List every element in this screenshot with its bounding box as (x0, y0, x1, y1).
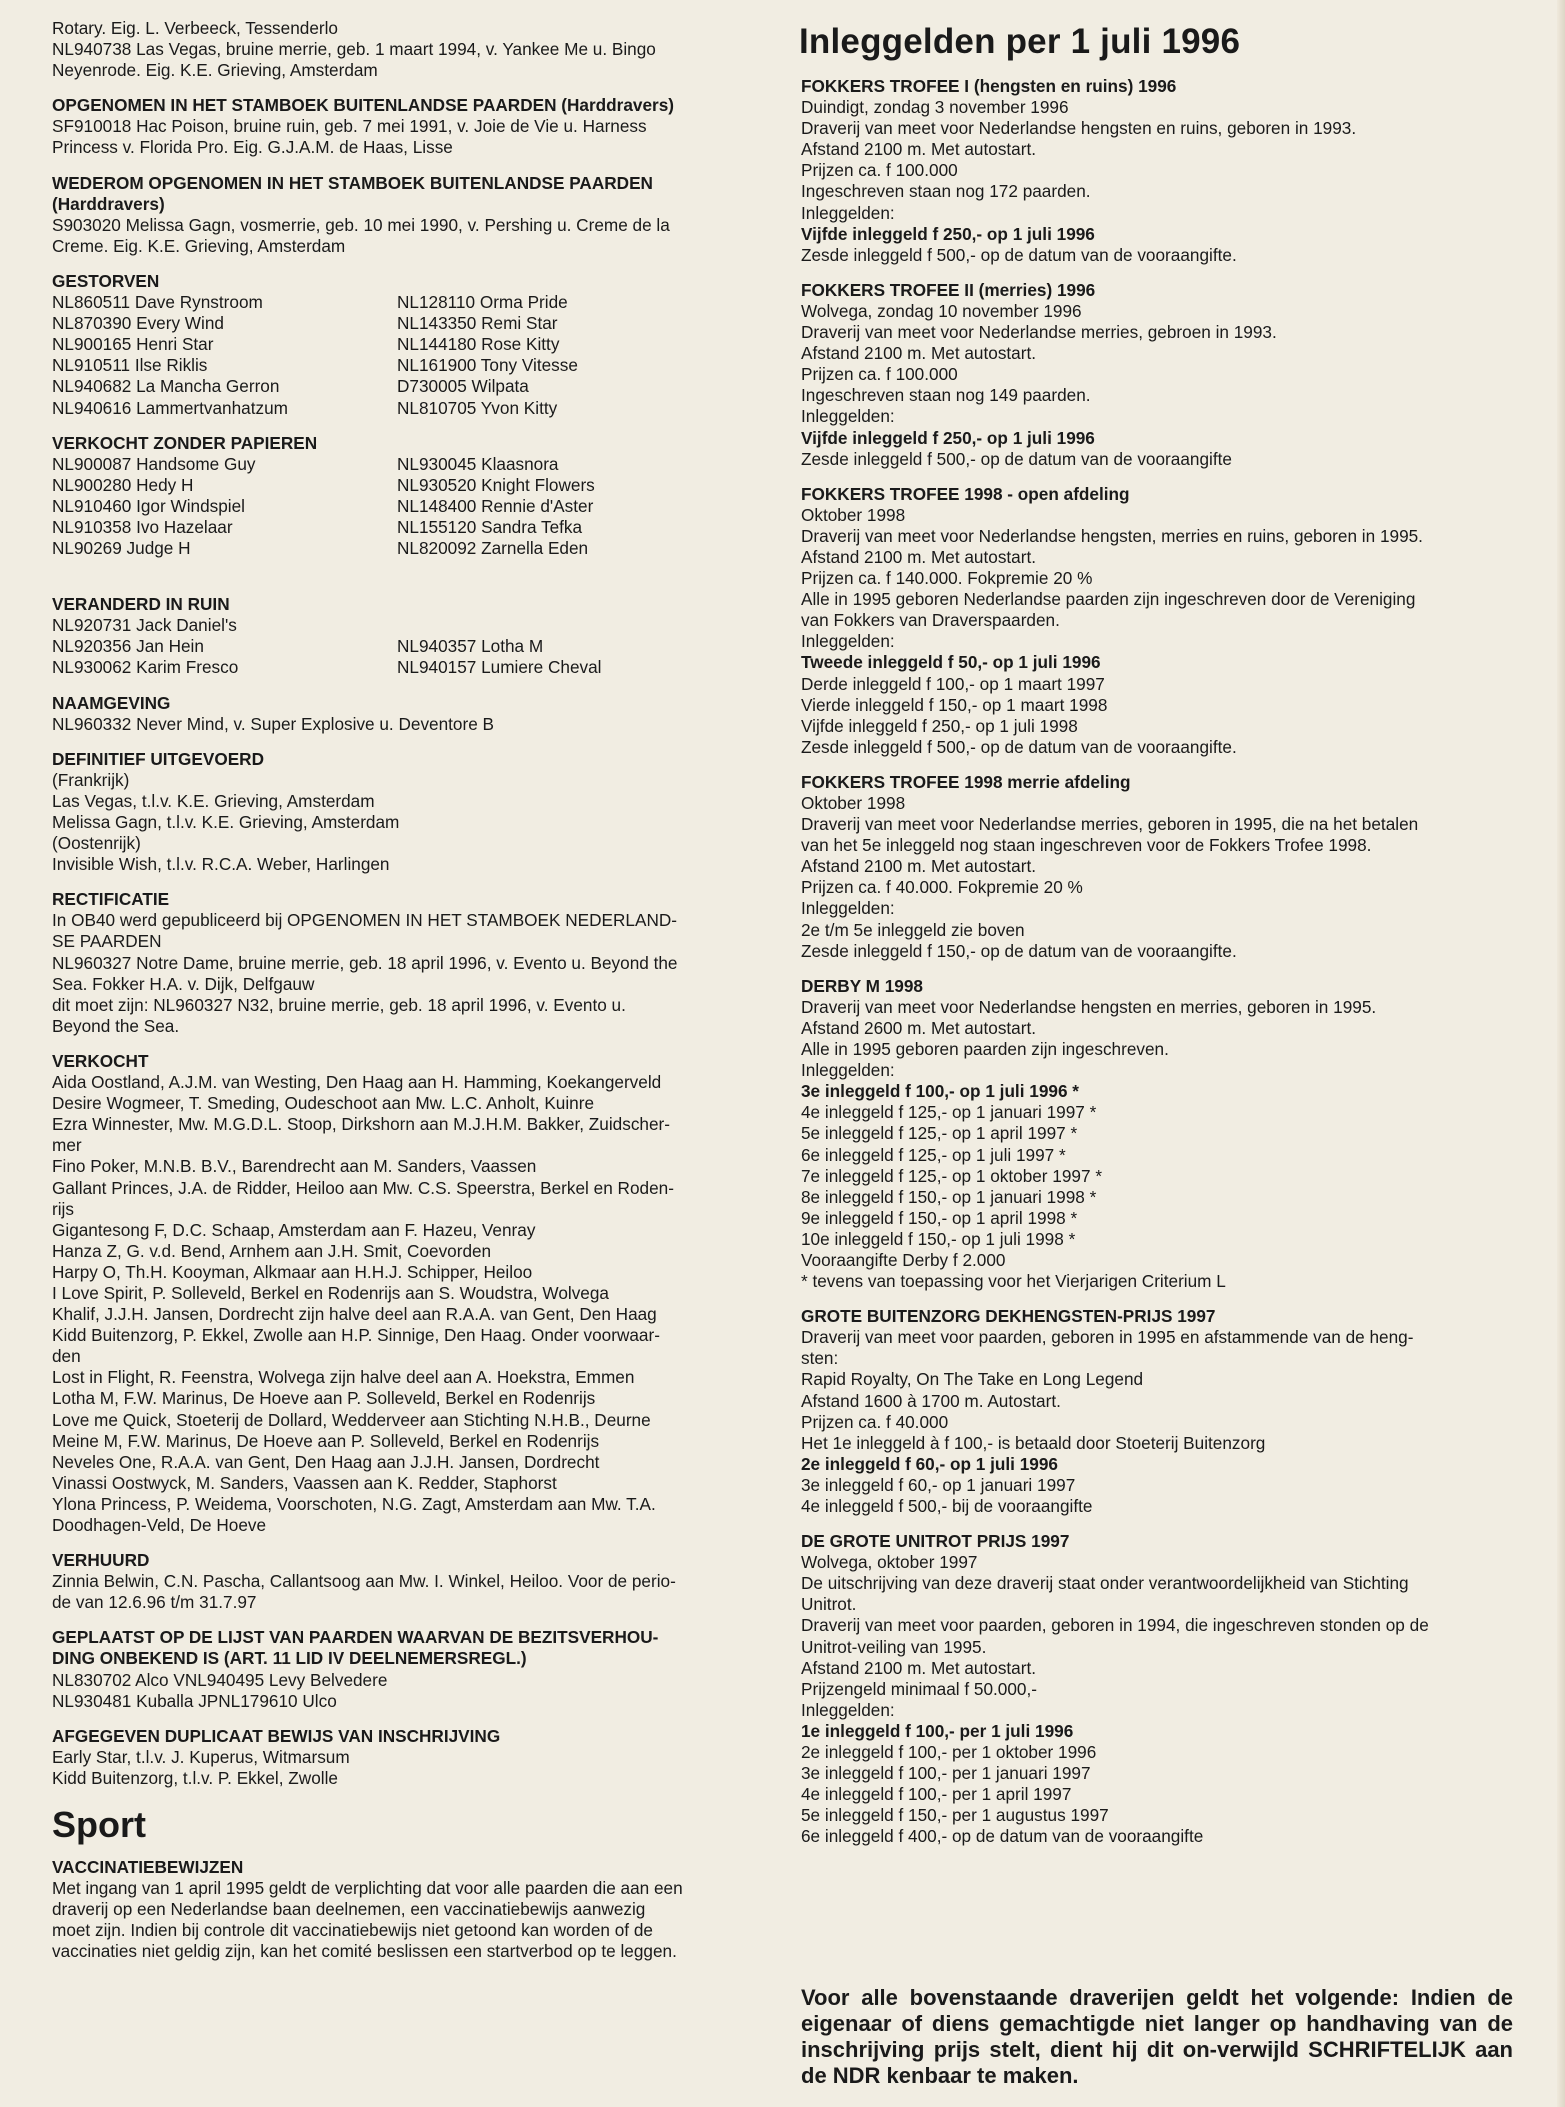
text-line: Doodhagen-Veld, De Hoeve (52, 1515, 267, 1535)
text-line: Lost in Flight, R. Feenstra, Wolvega zijn halve deel aan A. Hoekstra, Emmen (52, 1367, 635, 1388)
definitief-section (52, 749, 764, 876)
text-line: 5e inleggeld f 125,- op 1 april 1997 * (801, 1123, 1078, 1144)
text-line: Afstand 2100 m. Met autostart. (801, 343, 1037, 364)
section-heading: VERHUURD (52, 1550, 150, 1571)
text-line: Derde inleggeld f 100,- op 1 maart 1997 (801, 673, 1105, 694)
list-item: NL860511 Dave Rynstroom (52, 292, 263, 313)
section-heading: FOKKERS TROFEE I (hengsten en ruins) 1996 (801, 76, 1177, 96)
race-section (801, 280, 1513, 470)
text-line: NL940738 Las Vegas, bruine merrie, geb. 1 maart 1994, v. Yankee Me u. Bingo (52, 39, 656, 60)
text-line: Prijzengeld minimaal f 50.000,- (801, 1678, 1037, 1699)
list-item: NL143350 Remi Star (397, 313, 558, 334)
text-line: Unitrot. (801, 1594, 857, 1615)
text-line: 9e inleggeld f 150,- op 1 april 1998 * (801, 1207, 1078, 1228)
list-item: NL900087 Handsome Guy (52, 453, 256, 474)
text-line: Khalif, J.J.H. Jansen, Dordrecht zijn halve deel aan R.A.A. van Gent, Den Haag (52, 1304, 657, 1325)
list-item: NL930520 Knight Flowers (397, 474, 595, 495)
highlighted-fee-line: 3e inleggeld f 100,- op 1 juli 1996 * (801, 1081, 1079, 1102)
gestorven-section (52, 271, 764, 419)
text-line: 6e inleggeld f 125,- op 1 juli 1997 * (801, 1144, 1066, 1165)
text-line: Vijfde inleggeld f 250,- op 1 juli 1998 (801, 715, 1078, 736)
text-line: Rotary. Eig. L. Verbeeck, Tessenderlo (52, 18, 338, 38)
race-section (801, 484, 1513, 758)
text-line: Ingeschreven staan nog 172 paarden. (801, 181, 1091, 202)
list-item: NL940616 Lammertvanhatzum (52, 397, 288, 418)
race-section (801, 1531, 1513, 1847)
text-line: I Love Spirit, P. Solleveld, Berkel en Rodenrijs aan S. Woudstra, Wolvega (52, 1282, 609, 1303)
text-line: Afstand 1600 à 1700 m. Autostart. (801, 1390, 1061, 1411)
text-line: Afstand 2100 m. Met autostart. (801, 546, 1037, 567)
section-heading: (Harddravers) (52, 193, 165, 214)
wederom-section (52, 173, 764, 257)
text-line: moet zijn. Indien bij controle dit vaccinatiebewijs niet getoond kan worden of de (52, 1920, 653, 1941)
section-heading: NAAMGEVING (52, 692, 171, 713)
text-line: Draverij van meet voor paarden, geboren in 1995 en afstammende van de heng- (801, 1327, 1414, 1348)
text-line: Fino Poker, M.N.B. B.V., Barendrecht aan M. Sanders, Vaassen (52, 1156, 537, 1177)
section-heading: RECTIFICATIE (52, 889, 170, 910)
section-heading: VERKOCHT ZONDER PAPIEREN (52, 432, 318, 453)
highlighted-fee-line: 1e inleggeld f 100,- per 1 juli 1996 (801, 1720, 1074, 1741)
text-line: SE PAARDEN (52, 931, 162, 952)
text-line: Harpy O, Th.H. Kooyman, Alkmaar aan H.H.J. Schipper, Heiloo (52, 1261, 533, 1282)
text-line: Kidd Buitenzorg, P. Ekkel, Zwolle aan H.P. Sinnige, Den Haag. Onder voorwaar- (52, 1325, 660, 1346)
ruin-section (52, 594, 764, 678)
text-line: 10e inleggeld f 150,- op 1 juli 1998 * (801, 1228, 1076, 1249)
text-line: Desire Wogmeer, T. Smeding, Oudeschoot aan Mw. L.C. Anholt, Kuinre (52, 1093, 595, 1114)
text-line: * tevens van toepassing voor het Vierjarigen Criterium L (801, 1271, 1226, 1292)
list-item: NL920731 Jack Daniel's (52, 615, 237, 636)
section-heading: DE GROTE UNITROT PRIJS 1997 (801, 1531, 1070, 1552)
list-item: NL155120 Sandra Tefka (397, 516, 583, 537)
text-line: 8e inleggeld f 150,- op 1 januari 1998 * (801, 1186, 1097, 1207)
text-line: 5e inleggeld f 150,- per 1 augustus 1997 (801, 1805, 1109, 1826)
text-line: 2e inleggeld f 100,- per 1 oktober 1996 (801, 1742, 1097, 1763)
text-line: vaccinaties niet geldig zijn, kan het comité beslissen een startverbod op te leggen. (52, 1941, 677, 1962)
text-line: Afstand 2600 m. Met autostart. (801, 1017, 1037, 1038)
list-item: NL910460 Igor Windspiel (52, 495, 245, 516)
text-line: NL960327 Notre Dame, bruine merrie, geb. 18 april 1996, v. Evento u. Beyond the (52, 952, 678, 973)
text-line: Unitrot-veiling van 1995. (801, 1636, 987, 1657)
list-item: NL920356 Jan Hein (52, 636, 204, 657)
vaccinatie-section (52, 1857, 764, 1962)
text-line: Inleggelden: (801, 202, 895, 223)
text-line: Draverij van meet voor Nederlandse hengsten en ruins, geboren in 1993. (801, 118, 1357, 139)
verkocht-list (52, 1072, 764, 1536)
text-line: dit moet zijn: NL960327 N32, bruine merrie, geb. 18 april 1996, v. Evento u. (52, 994, 626, 1015)
rectificatie-section (52, 889, 764, 1037)
text-line: Ingeschreven staan nog 149 paarden. (801, 385, 1091, 406)
text-line: Vierde inleggeld f 150,- op 1 maart 1998 (801, 694, 1108, 715)
text-line: Beyond the Sea. (52, 1015, 180, 1036)
list-item: NL90269 Judge H (52, 538, 191, 559)
list-item: NL870390 Every Wind (52, 313, 224, 334)
race-section (801, 976, 1513, 1292)
section-heading: GEPLAATST OP DE LIJST VAN PAARDEN WAARVAN DE BEZITSVERHOU- (52, 1627, 659, 1648)
list-item: NL940157 Lumiere Cheval (397, 657, 602, 678)
text-line: Alle in 1995 geboren paarden zijn ingeschreven. (801, 1039, 1169, 1060)
text-line: den (52, 1346, 81, 1367)
text-line: Draverij van meet voor Nederlandse merries, geboren in 1995, die na het betalen (801, 814, 1419, 835)
text-line: Oktober 1998 (801, 793, 906, 813)
race-section (801, 772, 1513, 962)
text-line: Afstand 2100 m. Met autostart. (801, 856, 1037, 877)
text-line: Vinassi Oostwyck, M. Sanders, Vaassen aan K. Redder, Staphorst (52, 1472, 557, 1493)
intro-section (52, 18, 764, 81)
text-line: Afstand 2100 m. Met autostart. (801, 1657, 1037, 1678)
geplaatst-section (52, 1627, 764, 1711)
text-line: Neveles One, R.A.A. van Gent, Den Haag aan J.J.H. Jansen, Dordrecht (52, 1451, 600, 1472)
text-line: NL830702 Alco VNL940495 Levy Belvedere (52, 1669, 388, 1690)
text-line: Prijzen ca. f 100.000 (801, 160, 958, 181)
text-line: Inleggelden: (801, 631, 895, 652)
text-line: NL930481 Kuballa JPNL179610 Ulco (52, 1690, 337, 1711)
section-heading: FOKKERS TROFEE II (merries) 1996 (801, 279, 1096, 300)
text-line: Gallant Princes, J.A. de Ridder, Heiloo aan Mw. C.S. Speerstra, Berkel en Roden- (52, 1177, 674, 1198)
verhuurd-section (52, 1550, 764, 1613)
text-line: Early Star, t.l.v. J. Kuperus, Witmarsum (52, 1746, 350, 1767)
closing-notice: Voor alle bovenstaande draverijen geldt het volgende: Indien de eigenaar of diens gemachtigde niet langer op handhaving van de inschrijving prijs stelt, dient hij dit on-verwijld SCHRIFTELIJK aan de NDR kenbaar te maken. (801, 1985, 1513, 2088)
section-heading: FOKKERS TROFEE 1998 - open afdeling (801, 483, 1130, 504)
section-heading: VERKOCHT (52, 1050, 149, 1071)
section-heading: VERANDERD IN RUIN (52, 594, 230, 615)
text-line: de van 12.6.96 t/m 31.7.97 (52, 1592, 257, 1613)
page-edge (1557, 0, 1565, 2107)
list-item: NL148400 Rennie d'Aster (397, 495, 594, 516)
text-line: Met ingang van 1 april 1995 geldt de verplichting dat voor alle paarden die aan een (52, 1878, 683, 1899)
text-line: De uitschrijving van deze draverij staat onder verantwoordelijkheid van Stichting (801, 1573, 1409, 1594)
text-line: Draverij van meet voor paarden, geboren in 1994, die ingeschreven stonden op de (801, 1615, 1429, 1636)
text-line: Prijzen ca. f 140.000. Fokpremie 20 % (801, 568, 1093, 589)
text-line: draverij op een Nederlandse baan deelnemen, een vaccinatiebewijs aanwezig (52, 1899, 646, 1920)
text-line: 7e inleggeld f 125,- op 1 oktober 1997 * (801, 1165, 1103, 1186)
race-section (801, 1306, 1513, 1517)
text-line: Hanza Z, G. v.d. Bend, Arnhem aan J.H. Smit, Coevorden (52, 1240, 492, 1261)
text-line: 4e inleggeld f 100,- per 1 april 1997 (801, 1784, 1072, 1805)
left-column (52, 18, 764, 1963)
list-item: D730005 Wilpata (397, 376, 529, 397)
list-item: NL820092 Zarnella Eden (397, 538, 589, 559)
highlighted-fee-line: Vijfde inleggeld f 250,- op 1 juli 1996 (801, 223, 1095, 244)
text-line: Het 1e inleggeld à f 100,- is betaald door Stoeterij Buitenzorg (801, 1432, 1266, 1453)
opgenomen-section (52, 95, 764, 158)
section-heading: AFGEGEVEN DUPLICAAT BEWIJS VAN INSCHRIJVING (52, 1725, 501, 1746)
text-line: 4e inleggeld f 125,- op 1 januari 1997 * (801, 1102, 1097, 1123)
text-line: Afstand 2100 m. Met autostart. (801, 139, 1037, 160)
text-line: Las Vegas, t.l.v. K.E. Grieving, Amsterdam (52, 790, 375, 811)
text-line: Alle in 1995 geboren Nederlandse paarden zijn ingeschreven door de Vereniging (801, 589, 1416, 610)
text-line: Prijzen ca. f 100.000 (801, 364, 958, 385)
list-item: NL940682 La Mancha Gerron (52, 376, 280, 397)
text-line: Zinnia Belwin, C.N. Pascha, Callantsoog aan Mw. I. Winkel, Heiloo. Voor de perio- (52, 1571, 676, 1592)
text-line: Zesde inleggeld f 150,- op de datum van de vooraangifte. (801, 940, 1237, 961)
text-line: 4e inleggeld f 500,- bij de vooraangifte (801, 1496, 1093, 1516)
right-column (801, 22, 1513, 1848)
text-line: Melissa Gagn, t.l.v. K.E. Grieving, Amsterdam (52, 812, 400, 832)
duplicaat-section (52, 1726, 764, 1789)
list-item: NL900280 Hedy H (52, 474, 194, 495)
verkocht-zonder-section (52, 433, 764, 560)
text-line: Rapid Royalty, On The Take en Long Legend (801, 1369, 1144, 1390)
section-heading: VACCINATIEBEWIJZEN (52, 1857, 244, 1878)
text-line: Ezra Winnester, Mw. M.G.D.L. Stoop, Dirkshorn aan M.J.H.M. Bakker, Zuidscher- (52, 1114, 670, 1135)
race-section (801, 76, 1513, 266)
text-line: Zesde inleggeld f 500,- op de datum van de vooraangifte. (801, 736, 1237, 757)
text-line: NL960332 Never Mind, v. Super Explosive u. Deventore B (52, 713, 495, 734)
text-line: Zesde inleggeld f 500,- op de datum van de vooraangifte (801, 448, 1232, 469)
text-line: Creme. Eig. K.E. Grieving, Amsterdam (52, 235, 346, 256)
text-line: Princess v. Florida Pro. Eig. G.J.A.M. de Haas, Lisse (52, 137, 453, 158)
list-item: NL940357 Lotha M (397, 636, 544, 657)
highlighted-fee-line: 2e inleggeld f 60,- op 1 juli 1996 (801, 1453, 1058, 1474)
section-heading: GROTE BUITENZORG DEKHENGSTEN-PRIJS 1997 (801, 1306, 1216, 1327)
list-item: NL128110 Orma Pride (397, 292, 568, 313)
text-line: 3e inleggeld f 100,- per 1 januari 1997 (801, 1763, 1091, 1784)
text-line: Vooraangifte Derby f 2.000 (801, 1249, 1006, 1270)
page-title: Inleggelden per 1 juli 1996 (799, 22, 1241, 61)
text-line: Oktober 1998 (801, 504, 906, 525)
text-line: van Fokkers van Draverspaarden. (801, 610, 1060, 631)
naamgeving-section (52, 693, 764, 735)
list-item: NL930062 Karim Fresco (52, 657, 239, 678)
list-item: NL810705 Yvon Kitty (397, 397, 558, 418)
text-line: Prijzen ca. f 40.000 (801, 1411, 949, 1432)
verkocht-section (52, 1051, 764, 1536)
text-line: Zesde inleggeld f 500,- op de datum van de vooraangifte. (801, 244, 1237, 265)
highlighted-fee-line: Tweede inleggeld f 50,- op 1 juli 1996 (801, 652, 1101, 673)
text-line: Kidd Buitenzorg, t.l.v. P. Ekkel, Zwolle (52, 1767, 338, 1788)
section-heading: OPGENOMEN IN HET STAMBOEK BUITENLANDSE PAARDEN (Harddravers) (52, 95, 674, 116)
text-line: Meine M, F.W. Marinus, De Hoeve aan P. Solleveld, Berkel en Rodenrijs (52, 1430, 600, 1451)
text-line: SF910018 Hac Poison, bruine ruin, geb. 7 mei 1991, v. Joie de Vie u. Harness (52, 116, 647, 137)
text-line: sten: (801, 1348, 839, 1369)
text-line: Draverij van meet voor Nederlandse merries, gebroen in 1993. (801, 322, 1277, 343)
text-line: mer (52, 1135, 82, 1156)
text-line: 2e t/m 5e inleggeld zie boven (801, 919, 1025, 940)
text-line: Inleggelden: (801, 1699, 895, 1720)
section-heading: DERBY M 1998 (801, 975, 923, 996)
text-line: Sea. Fokker H.A. v. Dijk, Delfgauw (52, 973, 315, 994)
list-item: NL900165 Henri Star (52, 334, 214, 355)
race-sections (801, 76, 1513, 1848)
text-line: Draverij van meet voor Nederlandse hengsten en merries, geboren in 1995. (801, 996, 1377, 1017)
text-line: Inleggelden: (801, 406, 895, 427)
text-line: Inleggelden: (801, 898, 895, 919)
text-line: (Oostenrijk) (52, 833, 141, 854)
text-line: Invisible Wish, t.l.v. R.C.A. Weber, Harlingen (52, 854, 390, 875)
text-line: Draverij van meet voor Nederlandse hengsten, merries en ruins, geboren in 1995. (801, 525, 1423, 546)
text-line: Duindigt, zondag 3 november 1996 (801, 97, 1069, 118)
text-line: S903020 Melissa Gagn, vosmerrie, geb. 10 mei 1990, v. Pershing u. Creme de la (52, 214, 670, 235)
text-line: Gigantesong F, D.C. Schaap, Amsterdam aan F. Hazeu, Venray (52, 1219, 536, 1240)
list-item: NL910511 Ilse Riklis (52, 355, 208, 376)
list-item: NL144180 Rose Kitty (397, 334, 560, 355)
section-heading: FOKKERS TROFEE 1998 merrie afdeling (801, 771, 1131, 792)
text-line: Love me Quick, Stoeterij de Dollard, Wedderveer aan Stichting N.H.B., Deurne (52, 1409, 651, 1430)
text-line: Wolvega, oktober 1997 (801, 1552, 978, 1573)
section-heading: DEFINITIEF UITGEVOERD (52, 748, 264, 769)
sport-title: Sport (52, 1804, 146, 1846)
text-line: Ylona Princess, P. Weidema, Voorschoten, N.G. Zagt, Amsterdam aan Mw. T.A. (52, 1493, 656, 1514)
section-heading: DING ONBEKEND IS (ART. 11 LID IV DEELNEMERSREGL.) (52, 1648, 527, 1669)
section-heading: WEDEROM OPGENOMEN IN HET STAMBOEK BUITENLANDSE PAARDEN (52, 172, 653, 193)
text-line: (Frankrijk) (52, 769, 130, 790)
text-line: van het 5e inleggeld nog staan ingeschreven voor de Fokkers Trofee 1998. (801, 835, 1372, 856)
text-line: Wolvega, zondag 10 november 1996 (801, 300, 1082, 321)
text-line: Neyenrode. Eig. K.E. Grieving, Amsterdam (52, 60, 378, 81)
text-line: rijs (52, 1198, 74, 1219)
text-line: Inleggelden: (801, 1060, 895, 1081)
text-line: Aida Oostland, A.J.M. van Westing, Den Haag aan H. Hamming, Koekangerveld (52, 1072, 662, 1093)
text-line: 6e inleggeld f 400,- op de datum van de vooraangifte (801, 1826, 1204, 1847)
section-heading: GESTORVEN (52, 270, 160, 291)
list-item: NL930045 Klaasnora (397, 453, 559, 474)
list-item: NL161900 Tony Vitesse (397, 355, 578, 376)
text-line: Lotha M, F.W. Marinus, De Hoeve aan P. Solleveld, Berkel en Rodenrijs (52, 1388, 596, 1409)
text-line: 3e inleggeld f 60,- op 1 januari 1997 (801, 1474, 1076, 1495)
text-line: In OB40 werd gepubliceerd bij OPGENOMEN IN HET STAMBOEK NEDERLAND- (52, 910, 677, 931)
list-item: NL910358 Ivo Hazelaar (52, 516, 233, 537)
highlighted-fee-line: Vijfde inleggeld f 250,- op 1 juli 1996 (801, 427, 1095, 448)
text-line: Prijzen ca. f 40.000. Fokpremie 20 % (801, 877, 1083, 898)
